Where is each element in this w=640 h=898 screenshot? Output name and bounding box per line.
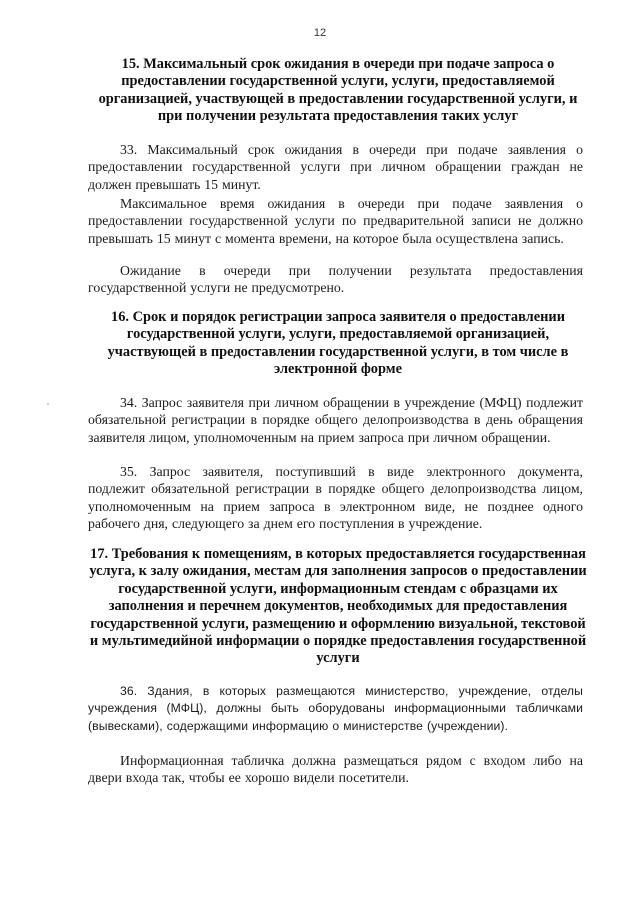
paragraph-34: 34. Запрос заявителя при личном обращении в учреждение (МФЦ) подлежит обязательной регистрации в порядке общего делопроизводства в день обращения заявителя лицом, уполномоченным на прием запроса при личном обращении.	[88, 395, 583, 445]
section-17-heading: 17. Требования к помещениям, в которых предоставляется государственная услуга, к залу ожидания, местам для заполнения запросов о предоставлении государственной услуги, информационным стендам с образцами их заполнения и перечнем документов, необходимых для предоставления государственной услуги, размещению и оформлению визуальной, текстовой и мультимедийной информации о порядке предоставления государственной услуги	[89, 546, 587, 667]
paragraph-33: 33. Максимальный срок ожидания в очереди при подаче заявления о предоставлении государственной услуги при личном обращении граждан не должен превышать 15 минут.	[88, 142, 583, 192]
page-number: 12	[313, 27, 327, 39]
paragraph-33-result-waiting: Ожидание в очереди при получении результата предоставления государственной услуги не предусмотрено.	[88, 263, 583, 296]
paragraph-36-sign-placement: Информационная табличка должна размещаться рядом с входом либо на двери входа так, чтобы ее хорошо видели посетители.	[88, 753, 583, 786]
paragraph-36: 36. Здания, в которых размещаются министерство, учреждение, отделы учреждения (МФЦ), должны быть оборудованы информационными табличками (вывесками), содержащими информацию о министерстве (учреждении).	[88, 684, 583, 733]
paragraph-33-preregistration: Максимальное время ожидания в очереди при подаче заявления о предоставлении государственной услуги по предварительной записи не должно превышать 15 минут с момента времени, на которое была осуществлена запись.	[88, 196, 583, 246]
scan-artifact	[47, 403, 49, 405]
section-16-heading: 16. Срок и порядок регистрации запроса заявителя о предоставлении государственной услуги, услуги, предоставляемой организацией, участвующей в предоставлении государственной услуги, в том числе в электронной форме	[107, 309, 569, 378]
paragraph-35: 35. Запрос заявителя, поступивший в виде электронного документа, подлежит обязательной регистрации в порядке общего делопроизводства лицом, уполномоченным на прием запроса в электронном виде, не позднее одного рабочего дня, следующего за днем его поступления в учреждение.	[88, 464, 583, 532]
section-15-heading: 15. Максимальный срок ожидания в очереди при подаче запроса о предоставлении государственной услуги, услуги, предоставляемой организацией, участвующей в предоставлении государственной услуги, и при получении результата предоставления таких услуг	[98, 56, 578, 125]
